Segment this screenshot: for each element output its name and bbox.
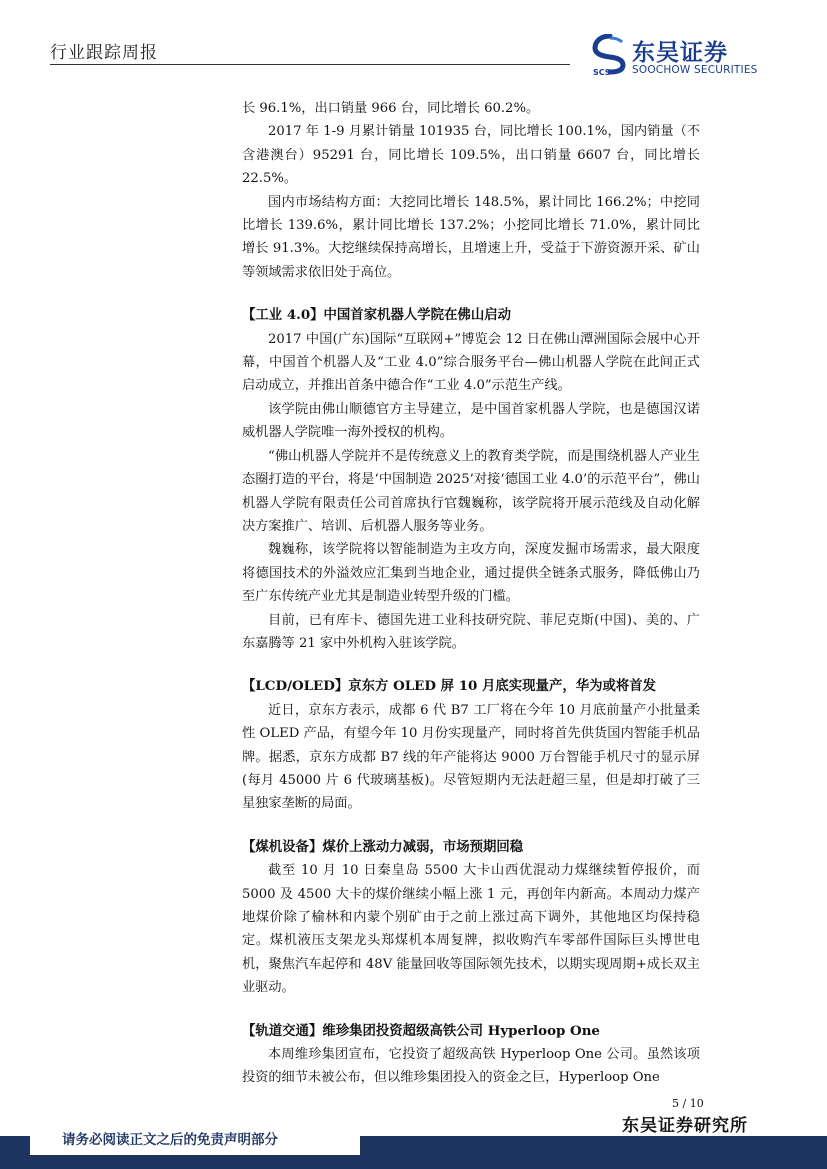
paragraph: 截至 10 月 10 日秦皇岛 5500 大卡山西优混动力煤继续暂停报价，而 5000 及 4500 大卡的煤价继续小幅上涨 1 元，再创年内新高。本周动力煤产地煤价除了榆林和内蒙个别矿由于之前上涨过高下调外，其他地区均保持稳定。煤机液压支架龙头郑煤机本周复牌，拟收购汽车零部件国际巨头博世电机，聚焦汽车起停和 48V 能量回收等国际领先技术，以期实现周期+成长双主业驱动。 xyxy=(242,863,700,996)
logo-cn-text: 东吴证券 xyxy=(632,40,728,66)
page-number: 5 / 10 xyxy=(672,1097,704,1110)
paragraph: 本周维珍集团宣布，它投资了超级高铁 Hyperloop One 公司。虽然该项投资的细节未被公布，但以维珍集团投入的资金之巨，Hyperloop One xyxy=(242,1047,700,1086)
paragraph: 近日，京东方表示，成都 6 代 B7 工厂将在今年 10 月底前量产小批量柔性 OLED 产品，有望今年 10 月份实现量产，同时将首先供货国内智能手机品牌。据悉，京东方成都 B7 线的年产能将达 9000 万台智能手机尺寸的显示屏(每月 45000 片 6 代玻璃基板)。尽管短期内无法赶超三星，但是却打破了三星独家垄断的局面。 xyxy=(242,702,700,812)
logo-en-text: SOOCHOW SECURITIES xyxy=(632,64,758,76)
paragraph: 2017 年 1-9 月累计销量 101935 台，同比增长 100.1%，国内销量（不含港澳台）95291 台，同比增长 109.5%，出口销量 6607 台，同比增长 22.5%。 xyxy=(242,124,700,187)
section-heading: 【LCD/OLED】京东方 OLED 屏 10 月底实现量产，华为或将首发 xyxy=(242,678,657,695)
paragraph: 魏巍称，该学院将以智能制造为主攻方向，深度发掘市场需求，最大限度将德国技术的外溢效应汇集到当地企业，通过提供全链条式服务，降低佛山乃至广东传统产业尤其是制造业转型升级的门槛。 xyxy=(242,542,700,605)
footer-tab-icon xyxy=(0,1125,30,1155)
paragraph: 国内市场结构方面：大挖同比增长 148.5%，累计同比 166.2%；中挖同比增长 139.6%，累计同比增长 137.2%；小挖同比增长 71.0%，累计同比增长 91.3%。大挖继续保持高增长，且增速上升，受益于下游资源开采、矿山等领域需求依旧处于高位。 xyxy=(242,194,700,280)
footer-disclaimer: 请务必阅读正文之后的免责声明部分 xyxy=(0,1125,360,1155)
section-heading: 【煤机设备】煤价上涨动力减弱，市场预期回稳 xyxy=(242,838,524,855)
paragraph: 该学院由佛山顺德官方主导建立，是中国首家机器人学院，也是德国汉诺威机器人学院唯一海外授权的机构。 xyxy=(242,401,700,441)
brand-logo xyxy=(592,34,782,84)
logo-small-text: SCS xyxy=(593,68,611,76)
footer-brand: 东吴证券研究所 xyxy=(622,1116,748,1136)
report-body xyxy=(242,97,700,1090)
logo-mark-icon xyxy=(592,34,628,76)
paragraph: “佛山机器人学院并不是传统意义上的教育类学院，而是围绕机器人产业生态圈打造的平台，将是‘中国制造 2025’对接‘德国工业 4.0’的示范平台”，佛山机器人学院有限责任公司首席执行官魏巍称，该学院将开展示范线及自动化解决方案推广、培训、后机器人服务等业务。 xyxy=(242,448,700,534)
section-heading: 【工业 4.0】中国首家机器人学院在佛山启动 xyxy=(242,307,511,324)
header-rule xyxy=(50,64,570,65)
paragraph: 目前，已有库卡、德国先进工业科技研究院、菲尼克斯(中国)、美的、广东嘉腾等 21 家中外机构入驻该学院。 xyxy=(242,612,700,651)
paragraph: 长 96.1%，出口销量 966 台，同比增长 60.2%。 xyxy=(242,101,540,116)
section-heading: 【轨道交通】维珍集团投资超级高铁公司 Hyperloop One xyxy=(242,1022,600,1039)
paragraph: 2017 中国(广东)国际“互联网+”博览会 12 日在佛山潭洲国际会展中心开幕，中国首个机器人及“工业 4.0”综合服务平台—佛山机器人学院在此间正式启动成立，并推出首条中德合作“工业 4.0”示范生产线。 xyxy=(242,331,700,394)
header-label: 行业跟踪周报 xyxy=(50,43,158,63)
